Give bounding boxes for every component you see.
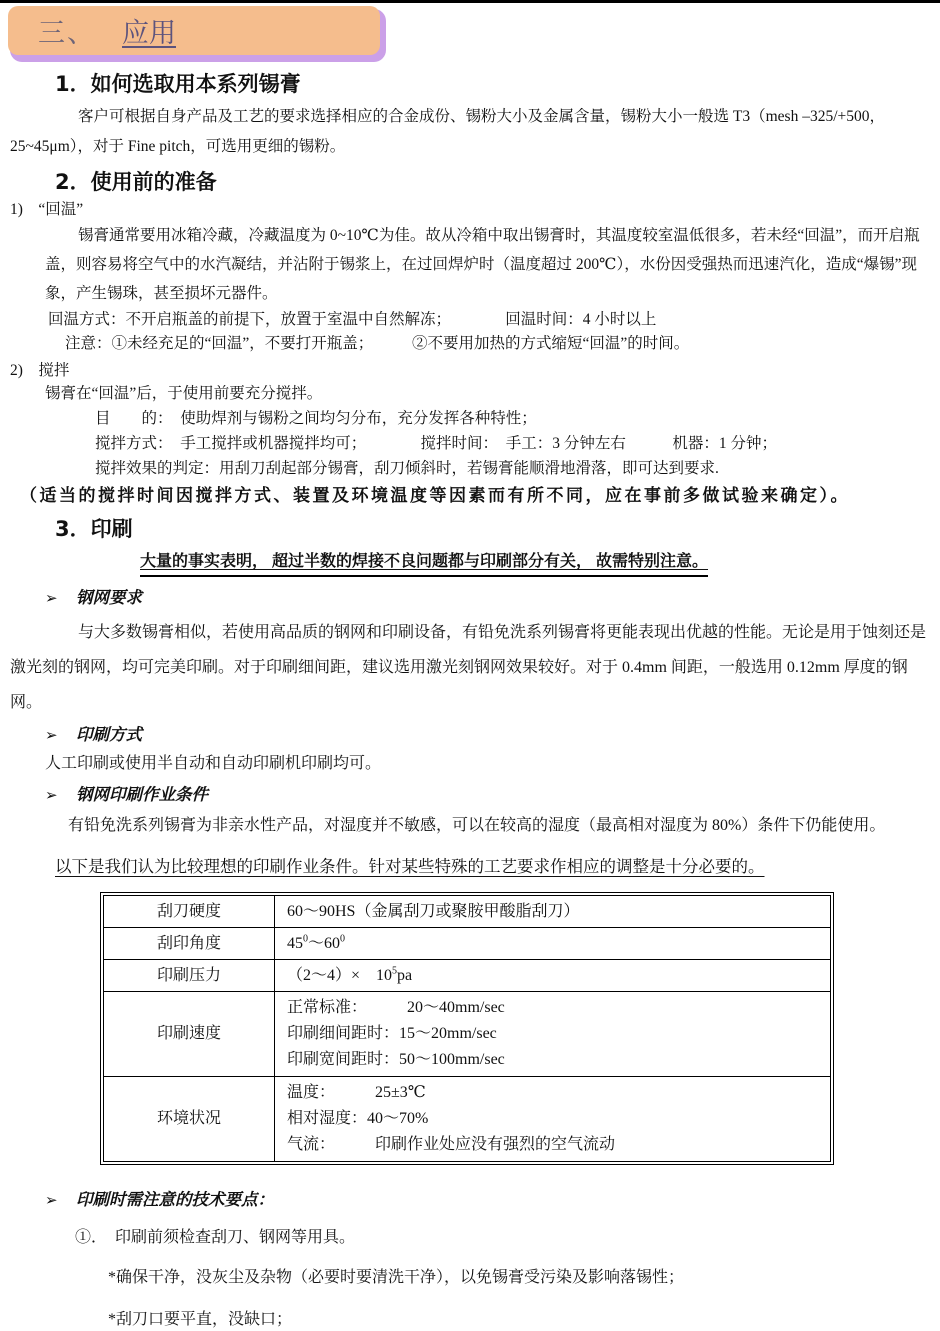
banner-section-title: 应用 [122, 18, 176, 49]
item-check-tools: ①． 印刷前须检查刮刀、钢网等用具。 [75, 1229, 356, 1246]
paragraph-rewarming: 锡膏通常要用冰箱冷藏，冷藏温度为 0~10℃为佳。故从冷箱中取出锡膏时，其温度较室温低很多，若未经“回温”，而开启瓶盖，则容易将空气中的水汽凝结，并沾附于锡浆上，在过回焊炉时（温度超过 200℃），水份因受强热而迅速汽化，造成“爆锡”现象，产生锡珠，甚至损坏元器件。 [45, 227, 920, 302]
line-stirring-intro: 锡膏在“回温”后，于使用前要充分搅拌。 [45, 385, 323, 402]
table-row-printing-pressure [104, 960, 831, 992]
paragraph-printing-method: 人工印刷或使用半自动和自动印刷机印刷均可。 [45, 755, 382, 772]
heading-printing: 3．印刷 [55, 517, 133, 541]
note-keep-clean: *确保干净，没灰尘及杂物（必要时要清洗干净），以免锡膏受污染及影响落锡性； [108, 1269, 685, 1286]
table-value: 60～90HS（金属刮刀或聚胺甲酸脂刮刀） [275, 896, 831, 928]
arrowhead-bullet-icon: ➢ [45, 786, 58, 804]
table-label: 刮印角度 [104, 928, 275, 960]
table-label: 印刷压力 [104, 960, 275, 992]
table-row-environment [104, 1077, 831, 1162]
statement-printing-importance: 大量的事实表明， 超过半数的焊接不良问题都与印刷部分有关， 故需特别注意。 [140, 551, 708, 577]
bullet-stencil-requirements [45, 587, 940, 609]
table-row-squeegee-hardness [104, 896, 831, 928]
table-value: $45^0\sim 60^0$ [275, 928, 831, 960]
section-banner [8, 6, 380, 55]
table-row-printing-speed [104, 992, 831, 1077]
note-squeegee-straight: *刮刀口要平直，没缺口； [108, 1311, 293, 1328]
line-stirring-judge: 搅拌效果的判定：用刮刀刮起部分锡膏，刮刀倾斜时，若锡膏能顺滑地滑落，即可达到要求. [95, 460, 719, 477]
line-stirring-method: 搅拌方式： 手工搅拌或机器搅拌均可； 搅拌时间： 手工：3 分钟左右 机器：1 分钟； [95, 435, 778, 452]
line-rewarming-method: 回温方式：不开启瓶盖的前提下，放置于室温中自然解冻； 回温时间：4 小时以上 [48, 311, 657, 328]
document-content [0, 62, 940, 1331]
item-stirring-label: 2) 搅拌 [10, 362, 70, 379]
table-row-squeegee-angle [104, 928, 831, 960]
table-label: 刮刀硬度 [104, 896, 275, 928]
paragraph-printing-conditions: 有铅免洗系列锡膏为非亲水性产品，对湿度并不敏感，可以在较高的湿度（最高相对湿度为 80%）条件下仍能使用。 [68, 817, 886, 834]
arrowhead-bullet-icon: ➢ [45, 589, 58, 607]
note-stirring-time: （适当的搅拌时间因搅拌方式、装置及环境温度等因素而有所不同，应在事前多做试验来确定）。 [20, 486, 850, 505]
page-top-rule [0, 0, 940, 3]
line-stirring-purpose: 目 的： 使助焊剂与锡粉之间均匀分布，充分发挥各种特性； [95, 410, 537, 427]
bullet-printing-conditions [45, 784, 940, 806]
item-rewarming-label: 1) “回温” [10, 201, 84, 218]
bullet-printing-method-title: 印刷方式 [76, 725, 142, 744]
paragraph-stencil-requirements: 与大多数锡膏相似，若使用高品质的钢网和印刷设备，有铅免洗系列锡膏将更能表现出优越的性能。无论是用于蚀刻还是激光刻的钢网，均可完美印刷。对于印刷细间距，建议选用激光刻钢网效果较好。对于 0.4mm 间距，一般选用 0.12mm 厚度的钢网。 [10, 624, 927, 711]
bullet-printing-method [45, 724, 940, 746]
line-rewarming-note: 注意：①未经充足的“回温”，不要打开瓶盖； ②不要用加热的方式缩短“回温”的时间。 [65, 335, 690, 352]
table-value: （2～4）× $10^5pa$ [275, 960, 831, 992]
heading-select-paste: 1．如何选取用本系列锡膏 [55, 72, 301, 96]
table-label: 环境状况 [104, 1077, 275, 1162]
heading-preparation: 2．使用前的准备 [55, 170, 217, 194]
table-value: 温度： 25±3℃ 相对湿度：40～70% 气流： 印刷作业处应没有强烈的空气流动 [275, 1077, 831, 1162]
banner-section-number: 三、 [38, 18, 96, 49]
table-label: 印刷速度 [104, 992, 275, 1077]
table-value: 正常标准： 20～40mm/sec 印刷细间距时：15～20mm/sec 印刷宽间距时：50～100mm/sec [275, 992, 831, 1077]
printing-conditions-table [100, 892, 834, 1165]
arrowhead-bullet-icon: ➢ [45, 1191, 58, 1209]
line-ideal-conditions: 以下是我们认为比较理想的印刷作业条件。针对某些特殊的工艺要求作相应的调整是十分必要的。 [55, 857, 765, 876]
bullet-technical-points [45, 1189, 940, 1211]
bullet-technical-points-title: 印刷时需注意的技术要点： [76, 1190, 274, 1209]
bullet-printing-conditions-title: 钢网印刷作业条件 [76, 785, 208, 804]
paragraph-select-paste: 客户可根据自身产品及工艺的要求选择相应的合金成份、锡粉大小及金属含量，锡粉大小一般选 T3（mesh –325/+500，25~45μm），对于 Fine pitch，可选用更细的锡粉。 [10, 108, 885, 155]
arrowhead-bullet-icon: ➢ [45, 726, 58, 744]
bullet-stencil-requirements-title: 钢网要求 [76, 588, 142, 607]
